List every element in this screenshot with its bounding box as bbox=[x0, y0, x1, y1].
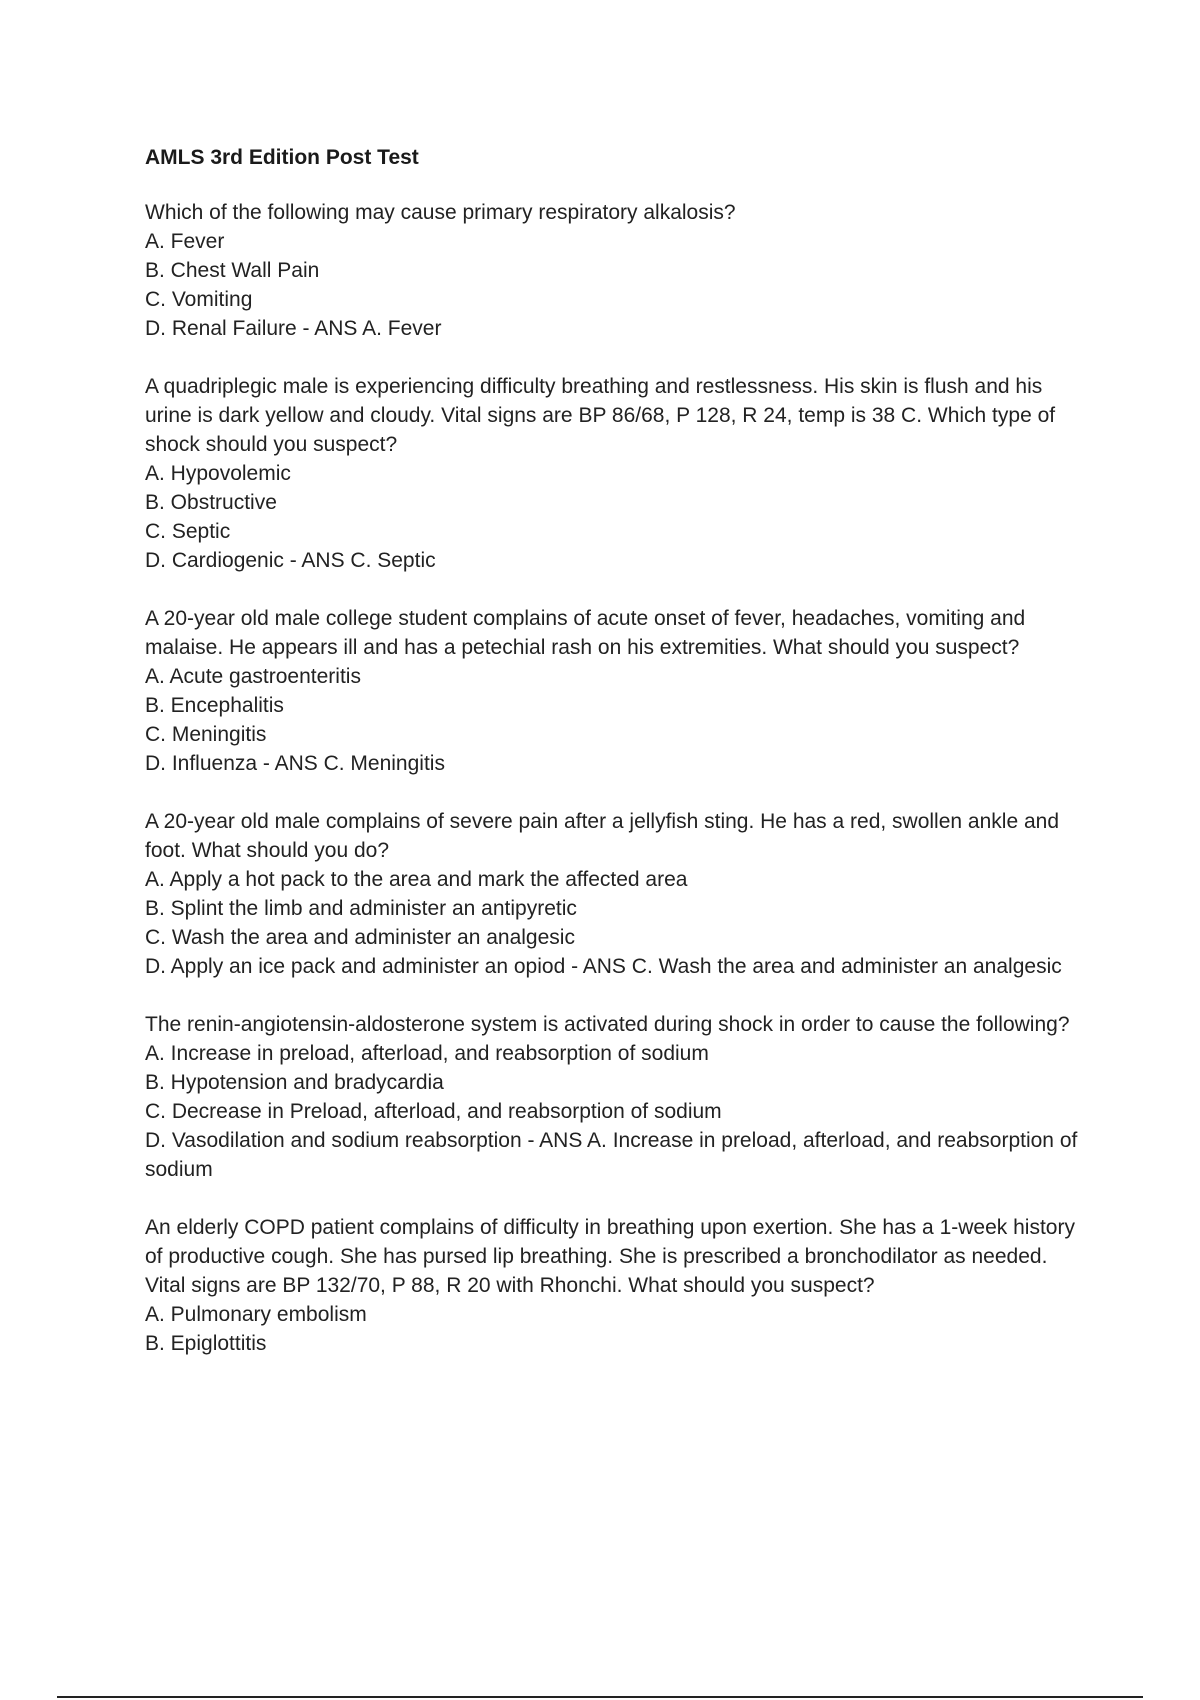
question-block bbox=[145, 604, 1090, 778]
question-block bbox=[145, 198, 1090, 343]
answer-option: C. Wash the area and administer an analgesic bbox=[145, 926, 575, 949]
question-stem: A 20-year old male complains of severe pain after a jellyfish sting. He has a red, swollen ankle and foot. What should you do? bbox=[145, 810, 1059, 862]
question-block bbox=[145, 372, 1090, 575]
question-block bbox=[145, 1213, 1090, 1358]
question-block bbox=[145, 807, 1090, 981]
question-stem: An elderly COPD patient complains of difficulty in breathing upon exertion. She has a 1-week history of productive cough. She has pursed lip breathing. She is prescribed a bronchodilator as needed. Vital signs are BP 132/70, P 88, R 20 with Rhonchi. What should you suspect? bbox=[145, 1216, 1075, 1297]
answer-option: B. Obstructive bbox=[145, 491, 277, 514]
answer-option: D. Cardiogenic - ANS C. Septic bbox=[145, 549, 436, 572]
answer-option: C. Vomiting bbox=[145, 288, 253, 311]
answer-option: A. Hypovolemic bbox=[145, 462, 291, 485]
document-title: AMLS 3rd Edition Post Test bbox=[145, 146, 419, 169]
answer-option: C. Septic bbox=[145, 520, 231, 543]
answer-option: D. Vasodilation and sodium reabsorption - ANS A. Increase in preload, afterload, and reabsorption of sodium bbox=[145, 1129, 1078, 1181]
document-content bbox=[145, 143, 1090, 1387]
answer-option: B. Chest Wall Pain bbox=[145, 259, 320, 282]
answer-option: A. Increase in preload, afterload, and reabsorption of sodium bbox=[145, 1042, 709, 1065]
answer-option: C. Decrease in Preload, afterload, and reabsorption of sodium bbox=[145, 1100, 722, 1123]
question-stem: A quadriplegic male is experiencing difficulty breathing and restlessness. His skin is flush and his urine is dark yellow and cloudy. Vital signs are BP 86/68, P 128, R 24, temp is 38 C. Which type of shock should you suspect? bbox=[145, 375, 1056, 456]
answer-option: A. Fever bbox=[145, 230, 225, 253]
footer-divider bbox=[57, 1696, 1143, 1698]
answer-option: B. Encephalitis bbox=[145, 694, 284, 717]
answer-option: C. Meningitis bbox=[145, 723, 267, 746]
question-block bbox=[145, 1010, 1090, 1184]
answer-option: A. Acute gastroenteritis bbox=[145, 665, 361, 688]
answer-option: B. Hypotension and bradycardia bbox=[145, 1071, 444, 1094]
answer-option: B. Splint the limb and administer an antipyretic bbox=[145, 897, 577, 920]
answer-option: D. Renal Failure - ANS A. Fever bbox=[145, 317, 442, 340]
question-stem: A 20-year old male college student complains of acute onset of fever, headaches, vomiting and malaise. He appears ill and has a petechial rash on his extremities. What should you suspect? bbox=[145, 607, 1026, 659]
answer-option: D. Influenza - ANS C. Meningitis bbox=[145, 752, 445, 775]
question-stem: Which of the following may cause primary respiratory alkalosis? bbox=[145, 201, 736, 224]
answer-option: B. Epiglottitis bbox=[145, 1332, 267, 1355]
question-stem: The renin-angiotensin-aldosterone system is activated during shock in order to cause the following? bbox=[145, 1013, 1070, 1036]
answer-option: A. Apply a hot pack to the area and mark the affected area bbox=[145, 868, 688, 891]
answer-option: A. Pulmonary embolism bbox=[145, 1303, 367, 1326]
answer-option: D. Apply an ice pack and administer an opiod - ANS C. Wash the area and administer an analgesic bbox=[145, 955, 1062, 978]
